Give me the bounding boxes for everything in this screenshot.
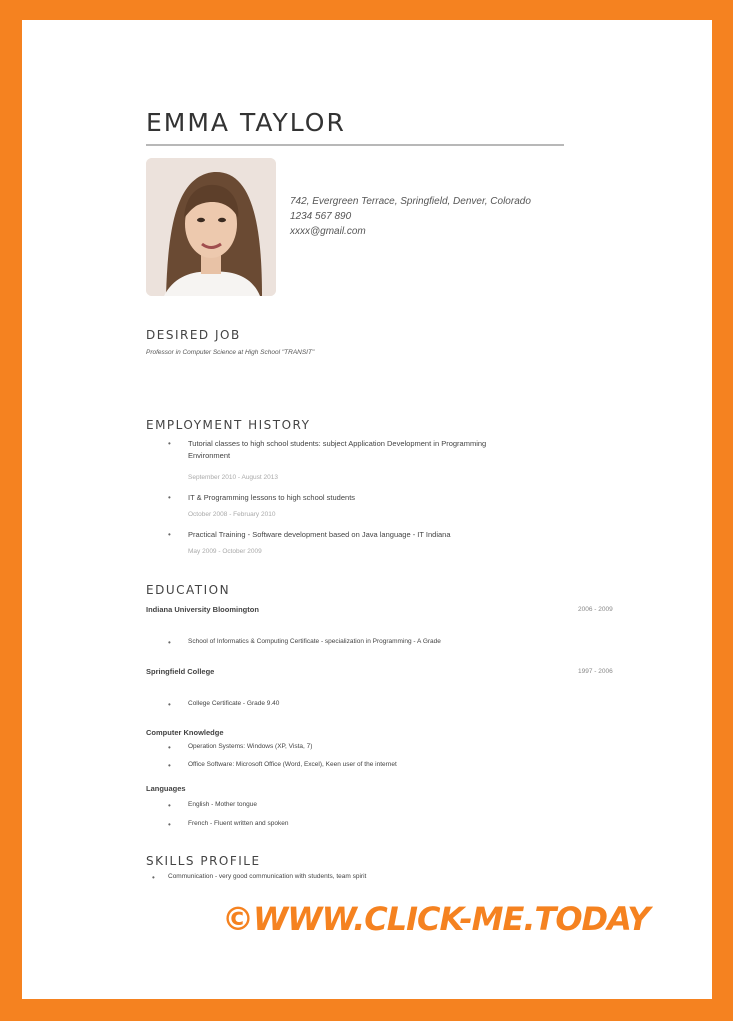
bullet-icon: •	[152, 873, 155, 882]
skill-item: Communication - very good communication with students, team spirit	[168, 873, 367, 880]
employment-item-1-date: September 2010 - August 2013	[188, 474, 278, 481]
education-heading: EDUCATION	[146, 583, 231, 597]
bullet-icon: •	[168, 700, 171, 709]
languages-heading: Languages	[146, 784, 186, 793]
institution-name: Indiana University Bloomington	[146, 605, 259, 614]
employment-item-1-line2: Environment	[188, 451, 231, 460]
bullet-icon: •	[168, 493, 171, 502]
contact-block	[290, 194, 531, 239]
employment-item-1-line1: Tutorial classes to high school students: subject Application Development in Programming	[188, 439, 487, 448]
employment-heading: EMPLOYMENT HISTORY	[146, 418, 311, 432]
bullet-icon: •	[168, 530, 171, 539]
portrait-image	[146, 158, 276, 296]
institution-dates: 2006 - 2009	[578, 606, 613, 613]
bullet-icon: •	[168, 743, 171, 752]
bullet-icon: •	[168, 638, 171, 647]
bullet-icon: •	[168, 761, 171, 770]
employment-item-2-date: October 2008 - February 2010	[188, 511, 276, 518]
profile-photo	[146, 158, 276, 296]
email-text: xxxx@gmail.com	[290, 226, 366, 237]
computer-item: Operation Systems: Windows (XP, Vista, 7)	[188, 743, 313, 750]
institution-name: Springfield College	[146, 667, 215, 676]
resume-page	[22, 20, 712, 999]
computer-item: Office Software: Microsoft Office (Word, Excel), Keen user of the internet	[188, 761, 397, 768]
bullet-icon: •	[168, 439, 171, 448]
education-item: School of Informatics & Computing Certificate - specialization in Programming - A Grade	[188, 638, 441, 645]
language-item: French - Fluent written and spoken	[188, 820, 289, 827]
bullet-icon: •	[168, 820, 171, 829]
employment-item-2: IT & Programming lessons to high school students	[188, 493, 356, 502]
watermark-logo: ©WWW.CLICK-ME.TODAY	[222, 900, 650, 938]
candidate-name: EMMA TAYLOR	[146, 108, 346, 137]
name-divider	[146, 144, 564, 146]
employment-item-3-date: May 2009 - October 2009	[188, 548, 262, 555]
bullet-icon: •	[168, 801, 171, 810]
language-item: English - Mother tongue	[188, 801, 258, 808]
employment-item-3: Practical Training - Software development based on Java language - IT Indiana	[188, 530, 451, 539]
address-text: 742, Evergreen Terrace, Springfield, Denver, Colorado	[290, 196, 531, 207]
computer-knowledge-heading: Computer Knowledge	[146, 728, 224, 737]
education-item: College Certificate - Grade 9.40	[188, 700, 280, 707]
phone-text: 1234 567 890	[290, 211, 352, 222]
desired-job-heading: DESIRED JOB	[146, 328, 241, 342]
institution-dates: 1997 - 2006	[578, 668, 613, 675]
skills-heading: SKILLS PROFILE	[146, 854, 261, 868]
desired-job-text: Professor in Computer Science at High School "TRANSIT"	[146, 349, 315, 356]
